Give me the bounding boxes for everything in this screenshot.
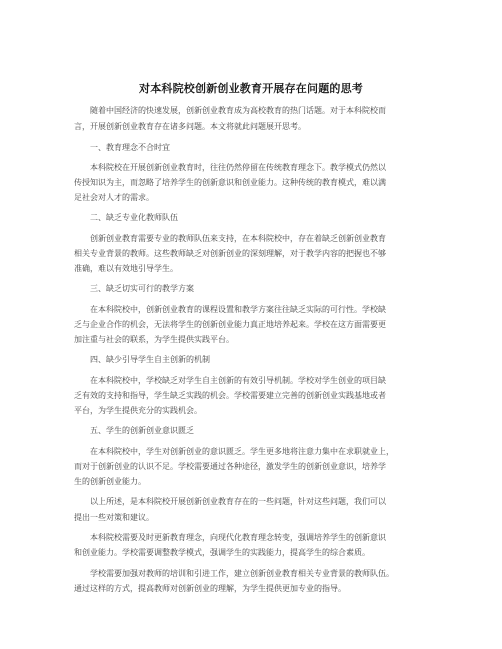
section-3-line-3: 加注重与社会的联系，为学生提供实践平台。 [74,335,234,344]
section-5-line-1: 在本科院校中，学生对创新创业的意识匮乏。学生更多地将注意力集中在求职就业上， [90,447,394,456]
section-3-line-2: 乏与企业合作的机会，无法将学生的创新创业能力真正地培养起来。学校在这方面需要更 [74,320,386,329]
section-4-line-2: 乏有效的支持和指导，学生缺乏实践的机会。学校需要建立完善的创新创业实践基地或者 [74,391,386,400]
conclusion-1-line-2: 提出一些对策和建议。 [74,513,154,522]
intro-line-1: 随着中国经济的快速发展，创新创业教育成为高校教育的热门话题。对于本科院校而 [90,106,386,115]
section-1-line-3: 足社会对人才的需求。 [74,193,154,202]
section-1-heading: 一、教育理念不合时宜 [90,143,170,152]
conclusion-2-line-1: 本科院校需要及时更新教育理念，向现代化教育理念转变，强调培养学生的创新意识 [90,533,386,542]
conclusion-2-line-2: 和创业能力。学校需要调整教学模式，强调学生的实践能力，提高学生的综合素质。 [74,548,370,557]
section-4-heading: 四、缺少引导学生自主创新的机制 [90,355,210,364]
section-4-line-3: 平台，为学生提供充分的实践机会。 [74,406,202,415]
section-2-line-3: 准确，难以有效地引导学生。 [74,264,178,273]
section-5-line-3: 生的创新创业能力。 [74,477,146,486]
section-5-line-2: 而对于创新创业的认识不足。学校需要通过各种途径，激发学生的创新创业意识，培养学 [74,462,386,471]
section-4-line-1: 在本科院校中，学校缺乏对学生自主创新的有效引导机制。学校对学生创业的项目缺 [90,376,386,385]
section-5-heading: 五、学生的创新创业意识匮乏 [90,426,194,435]
conclusion-1-line-1: 以上所述，是本科院校开展创新创业教育存在的一些问题，针对这些问题，我们可以 [90,497,386,506]
section-2-heading: 二、缺乏专业化教师队伍 [90,213,178,222]
section-2-line-2: 相关专业背景的教师。这些教师缺乏对创新创业的深刻理解，对于教学内容的把握也不够 [74,249,386,258]
section-3-heading: 三、缺乏切实可行的教学方案 [90,284,194,293]
document-title: 对本科院校创新创业教育开展存在问题的思考 [139,82,363,95]
conclusion-3-line-2: 通过这样的方式，提高教师对创新创业的理解，为学生提供更加专业的指导。 [74,584,346,593]
section-1-line-1: 本科院校在开展创新创业教育时，往往仍然停留在传统教育理念下。教学模式仍然以 [90,163,386,172]
section-3-line-1: 在本科院校中，创新创业教育的课程设置和教学方案往往缺乏实际的可行性。学校缺 [90,305,386,314]
section-2-line-1: 创新创业教育需要专业的教师队伍来支持，在本科院校中，存在着缺乏创新创业教育 [90,234,386,243]
section-1-line-2: 传授知识为主，而忽略了培养学生的创新意识和创业能力。这种传统的教育模式，难以满 [74,178,386,187]
intro-line-2: 言，开展创新创业教育存在诸多问题。本文将就此问题展开思考。 [74,122,306,131]
conclusion-3-line-1: 学校需要加强对教师的培训和引进工作，建立创新创业教育相关专业背景的教师队伍。 [90,569,394,578]
